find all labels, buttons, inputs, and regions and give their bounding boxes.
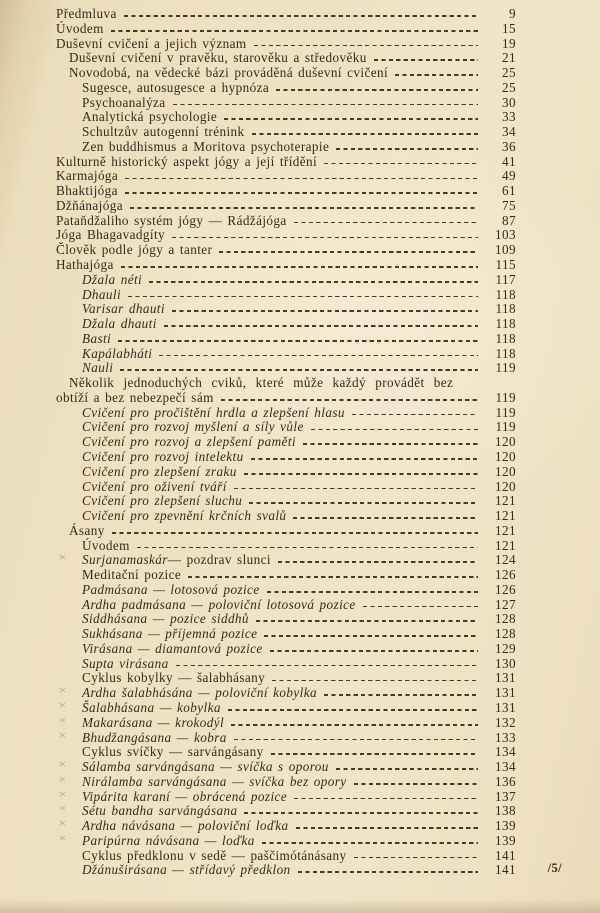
toc-entry [56, 744, 516, 759]
toc-entry-label: Džňánajóga [56, 197, 123, 213]
toc-entry [56, 464, 516, 479]
toc-entry [56, 759, 516, 774]
toc-page-number: 119 [495, 360, 516, 376]
dash-leader [176, 665, 478, 667]
toc-entry-label: Kapálabháti [82, 345, 153, 361]
toc-entry-label: Cvičení pro oživení tváří [82, 478, 227, 494]
toc-page-number: 139 [495, 832, 516, 848]
toc-entry-label: Cvičení pro rozvoj a zlepšení paměti [82, 434, 296, 450]
toc-entry [56, 803, 516, 818]
toc-entry [56, 183, 516, 198]
toc-page-number: 134 [495, 744, 516, 760]
toc-entry [56, 434, 516, 449]
toc-page-number: 36 [502, 138, 516, 154]
dash-leader [270, 650, 478, 652]
dash-leader [267, 591, 478, 593]
toc-entry-label: Ásany [69, 522, 105, 538]
toc-page-number: 30 [502, 94, 516, 110]
table-of-contents [56, 6, 562, 878]
toc-entry [56, 36, 516, 51]
toc-page-number: 19 [502, 35, 516, 51]
toc-entry-label: Dhauli [82, 286, 122, 302]
toc-entry [56, 479, 516, 494]
dash-leader [128, 296, 478, 298]
toc-entry [56, 848, 516, 863]
toc-page-number: 61 [502, 183, 516, 199]
toc-entry [56, 508, 516, 523]
toc-entry-label: Makarásana — krokodýl [82, 714, 225, 730]
toc-entry-label: Džala dhauti [82, 316, 157, 332]
dash-leader [303, 443, 478, 445]
toc-entry [56, 712, 516, 730]
toc-page-number: 103 [495, 227, 516, 243]
toc-entry [56, 685, 516, 700]
toc-entry-label: Kulturně historický aspekt jógy a její třídění [56, 153, 318, 169]
toc-page-number: 118 [495, 301, 516, 317]
dash-leader [244, 812, 478, 814]
toc-entry-label: Sálamba sarvángásana — svíčka s oporou [82, 759, 329, 775]
toc-page-number: 34 [502, 124, 516, 140]
toc-entry-label: Džala néti [82, 271, 143, 287]
pencil-x-mark: × [58, 683, 68, 698]
toc-entry [56, 227, 516, 242]
toc-entry [56, 493, 516, 508]
dash-leader [159, 355, 478, 357]
dash-leader [172, 310, 478, 312]
toc-entry [56, 154, 516, 169]
toc-entry-label: Schultzův autogenní trénink [82, 124, 245, 140]
toc-page-number: 131 [495, 670, 516, 686]
toc-page-number: 15 [502, 20, 516, 36]
toc-page-number: 139 [495, 818, 516, 834]
dash-leader [120, 369, 478, 371]
toc-page-number: 49 [502, 168, 516, 184]
toc-entry-label: Cvičení pro pročištění hrdla a zlepšení hlasu [82, 404, 345, 420]
dash-leader [254, 45, 478, 47]
toc-entry [56, 786, 516, 804]
toc-page-number: 109 [495, 242, 516, 258]
toc-entry-label: Varisar dhauti [82, 301, 165, 317]
dash-leader [252, 133, 479, 135]
dash-leader [234, 739, 478, 741]
toc-entry-label: Ardha návásana — poloviční loďka [82, 818, 289, 834]
toc-page-number: 137 [495, 788, 516, 804]
toc-entry-label: Cyklus svíčky — sarvángásany [82, 744, 264, 760]
toc-page-number: 134 [495, 759, 516, 775]
dash-leader [324, 163, 478, 165]
toc-page-number: 33 [502, 109, 516, 125]
toc-entry-label: Šalabhásana — kobylka [82, 699, 221, 715]
toc-entry [56, 830, 516, 848]
pencil-x-mark: × [58, 727, 68, 742]
toc-entry [56, 449, 516, 464]
dash-leader [336, 768, 478, 770]
toc-page-number: 127 [495, 596, 516, 612]
dash-leader [244, 473, 478, 475]
toc-entry-label: Nirálamba sarvángásana — svíčka bez opory [82, 773, 347, 789]
toc-entry [56, 697, 516, 715]
toc-entry-label: Džánuširásana — střídavý předklon [82, 862, 291, 878]
dash-leader [272, 680, 478, 682]
dash-leader [271, 753, 478, 755]
pencil-x-mark: × [58, 786, 68, 801]
toc-entry-label: Předmluva [56, 6, 117, 21]
dash-leader [112, 532, 478, 534]
dash-leader [276, 89, 478, 91]
toc-entry [56, 21, 516, 36]
dash-leader [354, 783, 478, 785]
toc-entry [56, 50, 516, 65]
toc-entry-label: Cvičení pro zlepšení zraku [82, 463, 237, 479]
dash-leader [352, 414, 478, 416]
toc-entry-label: Sukhásana — příjemná pozice [82, 626, 258, 642]
pencil-x-mark: × [58, 550, 68, 565]
dash-leader [324, 694, 478, 696]
toc-page-number: 41 [502, 153, 516, 169]
toc-page-number: 119 [495, 404, 516, 420]
toc-entry-label: Zen buddhismus a Moritova psychoterapie [82, 138, 330, 154]
toc-entry-label: Nauli [82, 360, 114, 376]
toc-entry [56, 567, 516, 582]
toc-entry [56, 626, 516, 641]
toc-entry [56, 538, 516, 553]
toc-entry [56, 213, 516, 228]
dash-leader [395, 74, 478, 76]
pencil-x-mark: × [58, 757, 68, 772]
pencil-x-mark: × [58, 830, 68, 845]
toc-entry-label: Paripúrna návásana — loďka [82, 832, 255, 848]
toc-page-number: 117 [495, 271, 516, 287]
toc-entry [56, 861, 562, 878]
toc-entry-label: Jóga Bhagavadgíty [56, 227, 166, 243]
toc-entry-label: Novodobá, na vědecké bázi prováděná duševní cvičení [69, 65, 389, 81]
toc-page-number: 126 [495, 581, 516, 597]
dash-leader [231, 724, 478, 726]
toc-entry-label-suffix: — pozdrav slunci [167, 552, 271, 568]
dash-leader [188, 576, 478, 578]
toc-entry [56, 597, 516, 612]
dash-leader [228, 709, 478, 711]
dash-leader [124, 15, 478, 17]
toc-page-number: 9 [509, 6, 516, 21]
dash-leader [374, 59, 478, 61]
dash-leader [336, 148, 478, 150]
toc-entry-label: Siddhásana — pozice siddhů [82, 611, 249, 627]
toc-entry [56, 242, 516, 257]
dash-leader [262, 842, 478, 844]
toc-entry [56, 257, 516, 272]
toc-page-number: 25 [502, 65, 516, 81]
dash-leader [137, 547, 478, 549]
toc-entry-label: Meditační pozice [82, 567, 182, 583]
toc-entry-label: Ardha padmásana — poloviční lotosová pozice [82, 596, 356, 612]
toc-entry [56, 6, 516, 21]
toc-page-number: 21 [502, 50, 516, 66]
toc-page-number: 133 [495, 729, 516, 745]
toc-page-number: 124 [495, 552, 516, 568]
dash-leader [354, 857, 478, 859]
dash-leader [311, 429, 478, 431]
toc-entry-label: Ardha šalabhásána — poloviční kobylka [82, 685, 317, 701]
dash-leader [125, 192, 478, 194]
toc-entry [56, 771, 516, 789]
toc-entry-label: Virásana — diamantová pozice [82, 640, 263, 656]
dash-leader [264, 635, 478, 637]
toc-page-number: 128 [495, 611, 516, 627]
toc-page-number: 120 [495, 463, 516, 479]
toc-entry-label: Padmásana — lotosová pozice [82, 581, 260, 597]
toc-entry [56, 390, 516, 405]
toc-page-number: 138 [495, 803, 516, 819]
dash-leader [118, 340, 478, 342]
toc-page-number: 141 [495, 847, 516, 863]
toc-entry-label: Basti [82, 330, 112, 346]
toc-entry-label: Cvičení pro rozvoj myšlení a síly vůle [82, 419, 304, 435]
toc-entry-label: Supta virásana [82, 655, 169, 671]
toc-page-number: 87 [502, 212, 516, 228]
toc-entry-label: Úvodem [56, 20, 104, 36]
dash-leader [125, 178, 478, 180]
dash-leader [234, 488, 478, 490]
toc-entry-label: Cvičení pro rozvoj intelektu [82, 448, 244, 464]
toc-entry [56, 611, 516, 626]
toc-entry-label: Cyklus předklonu v sedě — paščimótánásany [82, 847, 347, 863]
toc-entry-label: Sugesce, autosugesce a hypnóza [82, 79, 270, 95]
toc-entry [56, 316, 516, 331]
toc-entry [56, 641, 516, 656]
toc-entry-label: Několik jednoduchých cviků, které může každý provádět bez [69, 375, 454, 391]
toc-entry [56, 656, 516, 671]
toc-page-number: 120 [495, 478, 516, 494]
toc-page-number: 119 [495, 389, 516, 405]
toc-page-number: 129 [495, 640, 516, 656]
toc-entry [56, 727, 516, 745]
toc-page-number: 118 [495, 316, 516, 332]
toc-entry-label: Duševní cvičení a jejich význam [56, 35, 247, 51]
dash-leader [294, 798, 478, 800]
toc-entry-label: Surjanamaskár [82, 552, 168, 568]
dash-leader [111, 30, 478, 32]
toc-entry-label: Cyklus kobylky — šalabhásany [82, 670, 266, 686]
toc-page-number: 119 [495, 419, 516, 435]
toc-page-number: 131 [495, 699, 516, 715]
toc-page-number: 118 [495, 345, 516, 361]
dash-leader [164, 325, 478, 327]
dash-leader [298, 871, 478, 873]
toc-entry [56, 139, 516, 154]
page-corner-marker: /5/ [547, 861, 562, 876]
toc-entry-label: Karmajóga [56, 168, 119, 184]
toc-entry-label: Bhaktijóga [56, 183, 118, 199]
pencil-x-mark: × [58, 816, 68, 831]
dash-leader [278, 561, 478, 563]
dash-leader [251, 458, 478, 460]
toc-entry-label: Úvodem [82, 537, 130, 553]
toc-page-number: 141 [495, 862, 516, 878]
toc-entry-label: Psychoanalýza [82, 94, 166, 110]
toc-entry-label: Hathajóga [56, 257, 114, 273]
dash-leader [296, 827, 478, 829]
toc-entry [56, 552, 516, 567]
toc-entry [56, 523, 516, 538]
toc-entry [56, 818, 516, 833]
toc-entry [56, 331, 516, 346]
pencil-x-mark: × [58, 801, 68, 816]
toc-entry-label: Cvičení pro zpevnění krčních svalů [82, 508, 287, 524]
toc-entry [56, 670, 516, 685]
dash-leader [219, 251, 478, 253]
dash-leader [256, 620, 478, 622]
toc-entry [56, 65, 516, 80]
toc-entry-label: Analytická psychologie [82, 109, 218, 125]
toc-entry [56, 360, 516, 375]
toc-entry-label: Cvičení pro zlepšení sluchu [82, 493, 243, 509]
toc-entry [56, 272, 516, 287]
toc-page-number: 118 [495, 286, 516, 302]
dash-leader [294, 222, 478, 224]
toc-page-number: 128 [495, 626, 516, 642]
toc-entry [56, 80, 516, 95]
toc-page-number: 118 [495, 330, 516, 346]
dash-leader [172, 237, 478, 239]
toc-page-number: 130 [495, 655, 516, 671]
toc-entry [56, 375, 516, 390]
toc-entry [56, 109, 516, 124]
toc-entry [56, 168, 516, 183]
pencil-x-mark: × [58, 697, 68, 712]
toc-page-number: 121 [495, 508, 516, 524]
pencil-x-mark: × [58, 771, 68, 786]
toc-entry-label: obtíží a bez nebezpečí sám [56, 389, 214, 405]
toc-entry-label: Bhudžangásana — kobra [82, 729, 227, 745]
toc-page-number: 115 [495, 257, 516, 273]
toc-entry [56, 346, 516, 361]
toc-page-number: 121 [495, 493, 516, 509]
toc-page-number: 132 [495, 714, 516, 730]
toc-page-number: 25 [502, 79, 516, 95]
dash-leader [363, 606, 478, 608]
toc-entry [56, 301, 516, 316]
toc-entry [56, 287, 516, 302]
toc-page-number: 121 [495, 522, 516, 538]
toc-page-number: 120 [495, 434, 516, 450]
toc-entry [56, 124, 516, 139]
dash-leader [221, 399, 478, 401]
toc-page-number: 131 [495, 685, 516, 701]
toc-page-number: 75 [502, 197, 516, 213]
toc-entry [56, 405, 516, 420]
toc-page-number: 121 [495, 537, 516, 553]
dash-leader [293, 517, 478, 519]
toc-entry-label: Sétu bandha sarvángásana [82, 803, 238, 819]
toc-page-number: 120 [495, 448, 516, 464]
toc-page-number: 126 [495, 567, 516, 583]
toc-entry [56, 95, 516, 110]
toc-entry-label: Duševní cvičení v pravěku, starověku a středověku [69, 50, 367, 66]
toc-entry-label: Člověk podle jógy a tanter [56, 242, 213, 258]
toc-entry [56, 198, 516, 213]
dash-leader [149, 281, 478, 283]
toc-entry [56, 582, 516, 597]
toc-entry-label: Vipárita karaní — obrácená pozice [82, 788, 288, 804]
dash-leader [224, 118, 478, 120]
dash-leader [121, 266, 478, 268]
dash-leader [130, 207, 478, 209]
pencil-x-mark: × [58, 712, 68, 727]
toc-page-number: 136 [495, 773, 516, 789]
dash-leader [249, 502, 478, 504]
toc-entry [56, 419, 516, 434]
dash-leader [173, 104, 478, 106]
toc-entry-label: Pataňdžaliho systém jógy — Rádžájóga [56, 212, 287, 228]
